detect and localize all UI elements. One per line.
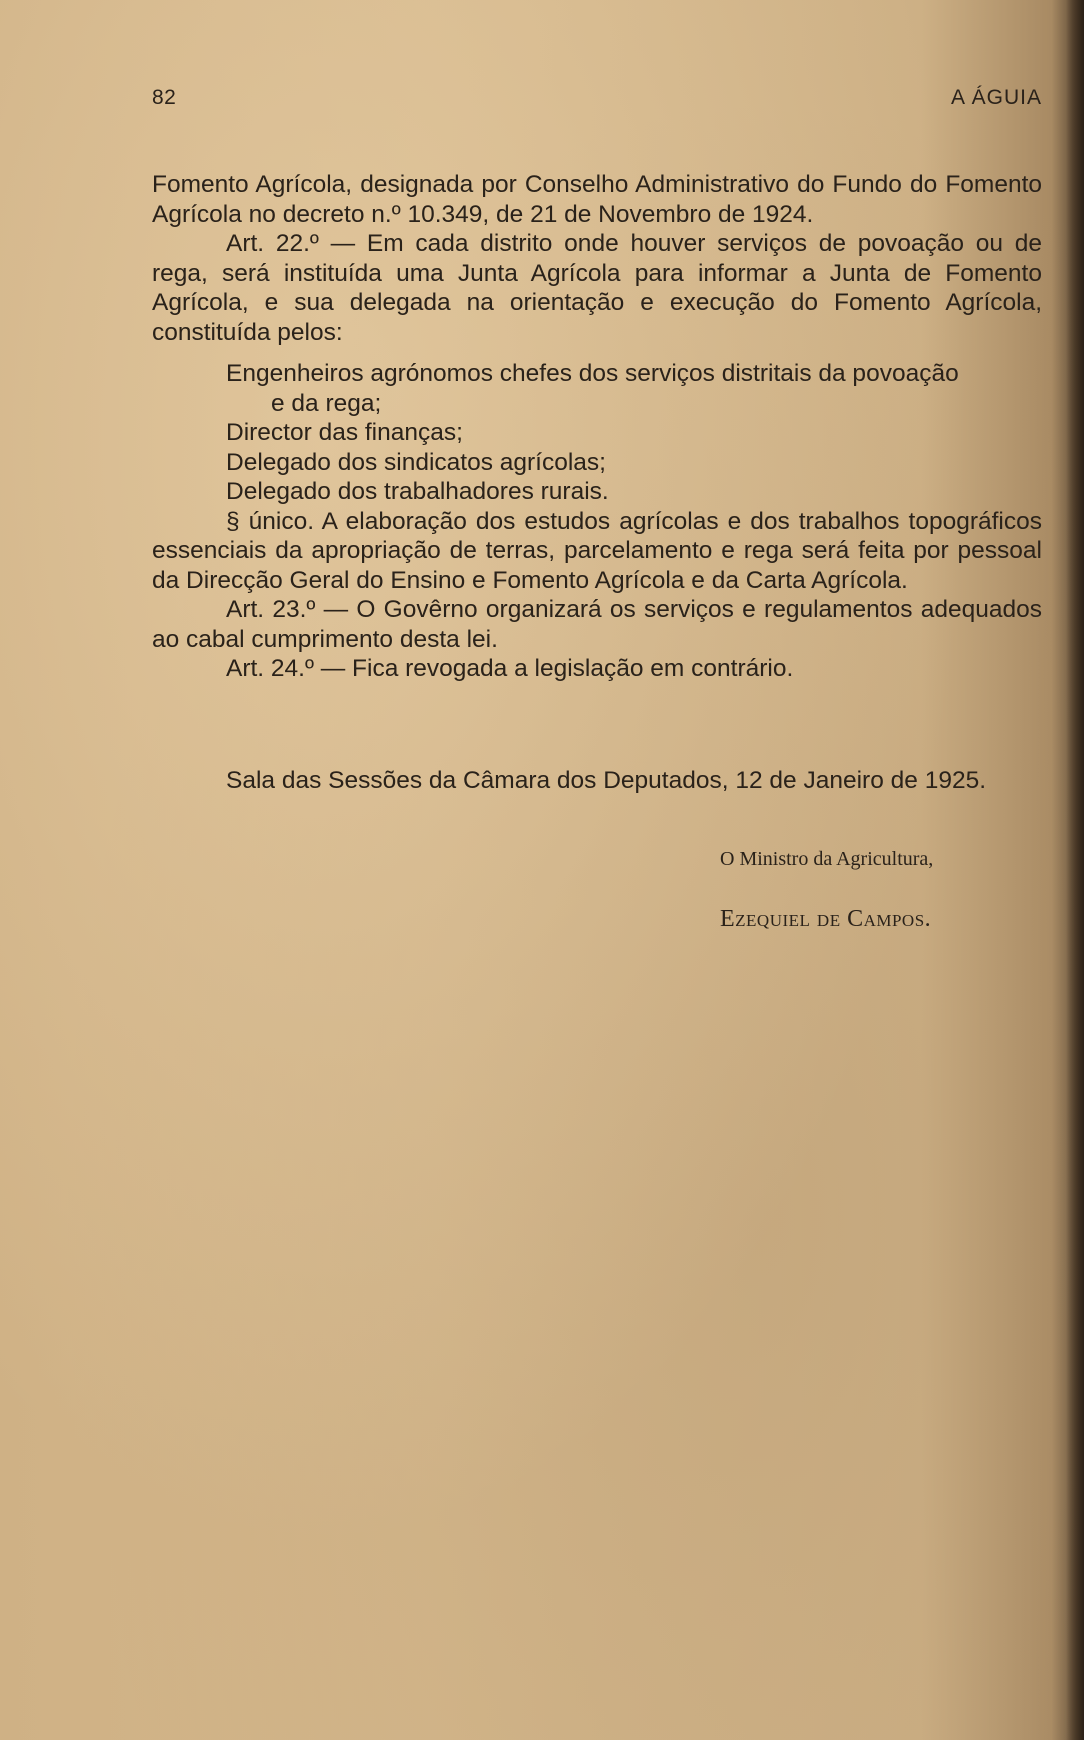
list-item: [152, 418, 1042, 448]
list-item-text: Delegado dos sindicatos agrícolas;: [226, 448, 606, 476]
article-22: Art. 22.º — Em cada distrito onde houver serviços de povoação ou de rega, será instituída uma Junta Agrícola para informar a Junta de Fomento Agrícola, e sua delegada na orientação e execução do Fomento Agrícola, constituída pelos:: [152, 230, 1042, 346]
running-title: A ÁGUIA: [950, 86, 1042, 109]
list-item-continuation: e da rega;: [271, 389, 382, 417]
page-header: [152, 86, 1042, 116]
list-item: [152, 477, 1042, 507]
page-number: 82: [152, 86, 177, 109]
page-edge-shadow: [1066, 0, 1084, 1740]
paragraph-continuation: Fomento Agrícola, designada por Conselho Administrativo do Fundo do Fomento Agrícola no decreto n.º 10.349, de 21 de Novembro de 1924.: [152, 171, 1042, 228]
article-24: Art. 24.º — Fica revogada a legislação em contrário.: [226, 655, 794, 682]
list-item-text: Delegado dos trabalhadores rurais.: [226, 478, 609, 505]
list-item: [152, 448, 1042, 478]
body-text: [152, 170, 1042, 684]
signatory-role: O Ministro da Agricultura,: [720, 848, 934, 870]
signatory-name: Ezequiel de Campos.: [720, 906, 932, 932]
junta-members-list: [152, 359, 1042, 507]
list-item-text: Director das finanças;: [226, 419, 463, 446]
list-item: [152, 359, 1042, 418]
list-item-text: Engenheiros agrónomos chefes dos serviços distritais da povoação: [226, 360, 959, 387]
article-23: Art. 23.º — O Govêrno organizará os serviços e regulamentos adequados ao cabal cumprimento desta lei.: [152, 596, 1042, 653]
paragraph-unico: § único. A elaboração dos estudos agrícolas e dos trabalhos topográficos essenciais da apropriação de terras, parcelamento e rega será feita por pessoal da Direcção Geral do Ensino e Fomento Agrícola e da Carta Agrícola.: [152, 507, 1042, 594]
session-date-line: Sala das Sessões da Câmara dos Deputados, 12 de Janeiro de 1925.: [226, 767, 987, 794]
